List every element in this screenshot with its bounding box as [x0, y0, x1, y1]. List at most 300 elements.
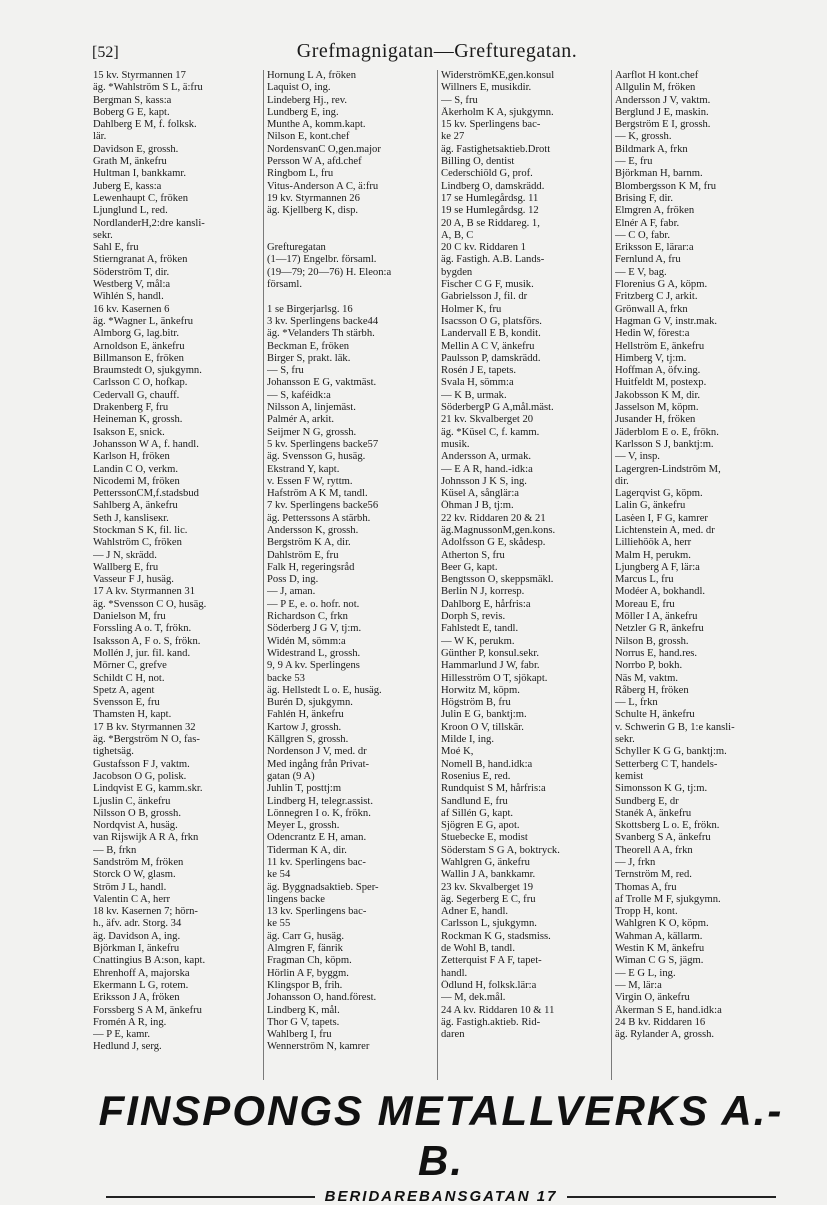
directory-entry: SöderbergP G A,mål.mäst.	[441, 402, 554, 414]
directory-entry: — M, lär:a	[615, 979, 662, 991]
directory-entry: Spetz A, agent	[93, 684, 155, 696]
directory-entry: Lundberg E, ing.	[267, 106, 339, 118]
directory-entry: Sandström M, fröken	[93, 857, 184, 868]
directory-entry: Wennerström N, kamrer	[267, 1041, 370, 1053]
directory-entry: Isaksson A, F o. S, frökn.	[93, 635, 201, 647]
directory-entry: Lewenhaupt C, fröken	[93, 192, 189, 204]
directory-entry: Florenius G A, köpm.	[615, 279, 708, 291]
directory-entry: Grath M, änkefru	[93, 156, 167, 168]
directory-entry: Gabrielsson J, fil. dr	[441, 291, 528, 303]
directory-entry: Carlsson C O, hofkap.	[93, 377, 188, 389]
directory-entry: Sjögren E G, apot.	[441, 820, 520, 832]
directory-entry: Persson W A, afd.chef	[267, 156, 362, 168]
directory-entry: Jäderblom E o. E, frökn.	[615, 426, 719, 438]
directory-entry: daren	[441, 1029, 465, 1041]
directory-entry: Bergström E I, grossh.	[615, 119, 711, 131]
directory-entry: — E V, bag.	[615, 266, 667, 278]
directory-entry: Lalin G, änkefru	[615, 500, 686, 512]
directory-entry: Nicodemi M, fröken	[93, 475, 180, 487]
directory-entry: Kroon O V, tillskär.	[441, 721, 524, 733]
directory-entry: Fernlund A, fru	[615, 254, 681, 266]
directory-entry: Lagergren-Lindström M,	[615, 463, 721, 475]
column-4	[612, 70, 786, 1080]
directory-entry: Virgin O, änkefru	[615, 992, 690, 1004]
directory-entry: h., äfv. adr. Storg. 34	[93, 918, 182, 930]
directory-entry: Andersson K, grossh.	[267, 524, 359, 536]
directory-entry: äg. Hellstedt L o. E, husäg.	[267, 684, 382, 696]
directory-entry: Blombergsson K M, fru	[615, 180, 717, 192]
directory-entry: Mörner C, grefve	[93, 660, 167, 672]
directory-entry: Kartow J, grossh.	[267, 721, 342, 733]
directory-entry: äg. Fastighetsaktieb.Drott	[441, 143, 551, 155]
directory-entry: äg.MagnussonM,gen.kons.	[441, 524, 556, 536]
directory-entry	[267, 291, 434, 303]
directory-entry: Vitus-Anderson A C, ä:fru	[267, 180, 379, 192]
directory-entry: äg. Kjellberg K, disp.	[267, 205, 359, 217]
directory-entry: Julin E G, banktj:m.	[441, 709, 527, 721]
directory-entry: Åkerholm K A, sjukgymn.	[441, 106, 554, 118]
directory-columns	[90, 70, 786, 1080]
directory-entry	[267, 230, 434, 242]
directory-entry: Hedlund J, serg.	[93, 1041, 162, 1053]
directory-entry: Wahlgren K O, köpm.	[615, 918, 709, 930]
directory-entry: Birger S, prakt. läk.	[267, 352, 351, 364]
directory-entry: Hafström A K M, tandl.	[267, 488, 368, 500]
directory-entry: Wahlström C, fröken	[93, 537, 182, 549]
directory-entry: Danielson M, fru	[93, 611, 166, 623]
directory-entry: Isakson E, snick.	[93, 426, 165, 438]
directory-entry: äg. Svensson G, husäg.	[267, 451, 366, 463]
directory-entry: Richardson C, frkn	[267, 611, 348, 623]
directory-entry: Braumstedt O, sjukgymn.	[93, 365, 202, 377]
directory-entry: NordlanderH,2:dre kansli-	[93, 217, 205, 229]
directory-entry: Modéer A, bokhandl.	[615, 586, 706, 598]
directory-entry: 17 se Humlegårdsg. 11	[441, 192, 539, 204]
directory-entry: Norrus E, hand.res.	[615, 647, 698, 659]
directory-entry: Hörlin A F, byggm.	[267, 967, 349, 979]
directory-entry: Ljunglund L, red.	[93, 205, 168, 217]
directory-entry: Nordqvist A, husäg.	[93, 820, 178, 832]
directory-entry: Zetterquist F A F, tapet-	[441, 955, 542, 967]
directory-entry: Beckman E, fröken	[267, 340, 350, 352]
directory-entry: 19 kv. Styrmannen 26	[267, 192, 360, 204]
directory-entry: Tiderman K A, dir.	[267, 844, 347, 856]
directory-entry: Atherton S, fru	[441, 549, 505, 561]
directory-entry: Fahlén H, änkefru	[267, 709, 344, 721]
directory-entry	[267, 218, 434, 230]
directory-entry: äg. *Svensson C O, husäg.	[93, 598, 207, 610]
directory-entry: — S, fru	[441, 94, 478, 106]
directory-entry: Bengtsson O, skeppsmäkl.	[441, 574, 554, 586]
directory-entry: Almborg G, lag.bitr.	[93, 328, 180, 340]
directory-entry: — S, fru	[267, 365, 304, 377]
directory-entry: Hornung L A, fröken	[267, 70, 357, 81]
directory-entry: — V, insp.	[615, 451, 660, 463]
directory-entry: 5 kv. Sperlingens backe57	[267, 438, 379, 450]
directory-entry: Huitfeldt M, postexp.	[615, 377, 707, 389]
directory-entry: lingens backe	[267, 893, 325, 905]
directory-entry: Dahlborg E, hårfris:a	[441, 598, 531, 610]
directory-entry: Jasselson M, köpm.	[615, 402, 699, 414]
directory-entry: Theorell A A, frkn	[615, 844, 693, 856]
directory-entry: — W K, perukm.	[441, 635, 515, 647]
directory-entry: 13 kv. Sperlingens bac-	[267, 906, 367, 918]
directory-entry: kemist	[615, 770, 644, 782]
directory-entry: Rundquist S M, hårfris:a	[441, 783, 546, 795]
directory-entry: — M, dek.mål.	[441, 992, 506, 1004]
directory-entry: ke 55	[267, 918, 291, 930]
directory-entry: Fragman Ch, köpm.	[267, 955, 352, 967]
directory-entry: Boberg G E, kapt.	[93, 106, 170, 118]
directory-entry: Thomas A, fru	[615, 881, 677, 893]
directory-entry: Landervall E B, kondit.	[441, 328, 541, 340]
directory-entry: äg. *Wahlström S L, ä:fru	[93, 82, 203, 94]
directory-entry: Nilsson O B, grossh.	[93, 807, 181, 819]
directory-entry: 11 kv. Sperlingens bac-	[267, 857, 366, 868]
directory-entry: Ekstrand Y, kapt.	[267, 463, 340, 475]
directory-entry: musik.	[441, 438, 470, 450]
directory-entry: Ström J L, handl.	[93, 881, 167, 893]
directory-entry: Ternström M, red.	[615, 869, 692, 881]
directory-entry: Heineman K, grossh.	[93, 414, 183, 426]
advertisement-title: FINSPONGS METALLVERKS A.-B.	[98, 1087, 784, 1184]
directory-entry: Lindeberg Hj., rev.	[267, 94, 348, 106]
directory-entry: Lindqvist E G, kamm.skr.	[93, 783, 203, 795]
directory-entry: Palmér A, arkit.	[267, 414, 335, 426]
directory-entry: Beer G, kapt.	[441, 561, 498, 573]
directory-entry: Grefturegatan	[267, 242, 326, 254]
directory-entry: Odencrantz E H, aman.	[267, 832, 367, 844]
directory-entry: Widestrand L, grossh.	[267, 647, 361, 659]
directory-entry: Lilliehöök A, herr	[615, 537, 692, 549]
directory-entry: Stuebecke E, modist	[441, 832, 528, 844]
directory-entry: Arnoldson E, änkefru	[93, 340, 185, 352]
directory-entry: van Rijswijk A R A, frkn	[93, 832, 199, 844]
directory-entry: 1 se Birgerjarlsg. 16	[267, 303, 353, 315]
directory-entry: Almgren F, fänrik	[267, 943, 343, 955]
directory-entry: — E, fru	[615, 156, 653, 168]
directory-entry: 17 B kv. Styrmannen 32	[93, 721, 196, 733]
directory-entry: 15 kv. Sperlingens bac-	[441, 119, 541, 131]
directory-entry: 9, 9 A kv. Sperlingens	[267, 660, 360, 672]
directory-entry: gatan (9 A)	[267, 770, 315, 782]
directory-entry: äg. *Wagner L, änkefru	[93, 315, 194, 327]
directory-entry: Juhlin T, posttj:m	[267, 783, 342, 795]
directory-entry: Lasėen I, F G, kamrer	[615, 512, 708, 524]
directory-entry: Himberg V, tj:m.	[615, 352, 687, 364]
directory-entry: Moreau E, fru	[615, 598, 675, 610]
directory-entry: Adolfsson G E, skådesp.	[441, 537, 546, 549]
directory-entry: Lichtenstein A, med. dr	[615, 524, 715, 536]
directory-entry: Björkman H, barnm.	[615, 168, 703, 180]
advertisement-subtitle: BERIDAREBANSGATAN 17	[324, 1188, 558, 1205]
directory-entry: — B, frkn	[93, 844, 137, 856]
directory-entry: Bergman S, kass:a	[93, 94, 172, 106]
directory-entry: Vasseur F J, husäg.	[93, 574, 174, 586]
directory-entry: 16 kv. Kasernen 6	[93, 303, 170, 315]
directory-entry: Söderström T, dir.	[93, 266, 170, 278]
directory-entry: äg. Petterssons A stärbh.	[267, 512, 371, 524]
directory-entry: Aarflot H kont.chef	[615, 70, 699, 81]
directory-entry: Karlsson S J, banktj:m.	[615, 438, 714, 450]
directory-entry: Lindberg H, telegr.assist.	[267, 795, 374, 807]
directory-entry: Dahlström E, fru	[267, 549, 339, 561]
directory-entry: 15 kv. Styrmannen 17	[93, 70, 186, 81]
directory-entry: Svensson E, fru	[93, 697, 160, 709]
directory-entry: Milde I, ing.	[441, 734, 494, 746]
directory-entry: Mellin A C V, änkefru	[441, 340, 535, 352]
directory-entry: församl.	[267, 279, 303, 291]
directory-entry: Burén D, sjukgymn.	[267, 697, 353, 709]
directory-entry: Andersson J V, vaktm.	[615, 94, 711, 106]
directory-entry: Nilson E, kont.chef	[267, 131, 350, 143]
directory-entry: — P E, kamr.	[93, 1029, 150, 1041]
directory-entry: — E A R, hand.-idk:a	[441, 463, 533, 475]
directory-entry: PetterssonCM,f.stadsbud	[93, 488, 199, 500]
directory-entry: Carlsson L, sjukgymn.	[441, 918, 537, 930]
directory-entry: Gustafsson F J, vaktm.	[93, 758, 190, 770]
directory-entry: Allgulin M, fröken	[615, 82, 696, 94]
directory-entry: Hellström E, änkefru	[615, 340, 705, 352]
directory-entry: Fahlstedt E, tandl.	[441, 623, 519, 635]
directory-entry: Stockman S K, fil. lic.	[93, 524, 188, 536]
page-header	[92, 40, 782, 68]
directory-entry: Ljungberg A F, lär:a	[615, 561, 700, 573]
directory-entry: tighetsäg.	[93, 746, 134, 758]
directory-entry: 24 B kv. Riddaren 16	[615, 1016, 706, 1028]
directory-entry: Källgren S, grossh.	[267, 734, 349, 746]
directory-entry: Nilson B, grossh.	[615, 635, 689, 647]
directory-entry: Nordenson J V, med. dr	[267, 746, 367, 758]
directory-entry: 21 kv. Skvalberget 20	[441, 414, 534, 426]
directory-entry: Brising F, dir.	[615, 192, 674, 204]
directory-entry: Berlin N J, korresp.	[441, 586, 525, 598]
directory-entry: — P E, e. o. hofr. not.	[267, 598, 360, 610]
directory-entry: Munthe A, komm.kapt.	[267, 119, 366, 131]
directory-entry: af Trolle M F, sjukgymn.	[615, 893, 721, 905]
directory-entry: backe 53	[267, 672, 305, 684]
directory-entry: 20 A, B se Riddareg. 1,	[441, 217, 540, 229]
directory-entry: bygden	[441, 266, 473, 278]
directory-entry: Lindberg O, damskrädd.	[441, 180, 545, 192]
directory-entry: äg. Fastigh. A.B. Lands-	[441, 254, 545, 266]
directory-entry: v. Schwerin G B, 1:e kansli-	[615, 721, 735, 733]
directory-entry: Seijmer N G, grossh.	[267, 426, 357, 438]
directory-entry: Karlson H, fröken	[93, 451, 170, 463]
directory-entry: Meyer L, grossh.	[267, 820, 340, 832]
directory-entry: — L, frkn	[615, 697, 658, 709]
directory-entry: Cederschiöld G, prof.	[441, 168, 533, 180]
directory-entry: Cedervall G, chauff.	[93, 389, 180, 401]
directory-entry: Wallberg E, fru	[93, 561, 159, 573]
directory-entry: — J N, skrädd.	[93, 549, 157, 561]
directory-entry: — J, aman.	[267, 586, 316, 598]
directory-entry: Mollén J, jur. fil. kand.	[93, 647, 191, 659]
directory-entry: Ödlund H, folksk.lär:a	[441, 979, 537, 991]
directory-entry: sekr.	[93, 229, 113, 241]
directory-entry: Tropp H, kont.	[615, 906, 678, 918]
directory-entry: Hillesström O T, sjökapt.	[441, 672, 548, 684]
directory-entry: Skottsberg L o. E, frökn.	[615, 820, 720, 832]
directory-entry: Landin C O, verkm.	[93, 463, 179, 475]
directory-entry: Isacsson O G, platsförs.	[441, 315, 542, 327]
directory-entry: Hagman G V, instr.mak.	[615, 315, 718, 327]
directory-entry: Setterberg C T, handels-	[615, 758, 718, 770]
directory-entry: Björkman I, änkefru	[93, 943, 180, 955]
directory-entry: A, B, C	[441, 229, 474, 241]
directory-entry: Jakobsson K M, dir.	[615, 389, 701, 401]
directory-entry: Klingspor B, frih.	[267, 979, 343, 991]
directory-entry: Ljuslin C, änkefru	[93, 795, 171, 807]
directory-entry: Svanberg S A, änkefru	[615, 832, 711, 844]
directory-entry: lär.	[93, 131, 107, 143]
directory-entry: Med ingång från Privat-	[267, 758, 370, 770]
directory-entry: Küsel A, sånglär:a	[441, 488, 519, 500]
directory-entry: Stanék A, änkefru	[615, 807, 692, 819]
directory-entry: Sandlund E, fru	[441, 795, 508, 807]
directory-entry: 3 kv. Sperlingens backe44	[267, 315, 379, 327]
directory-entry: Fromén A R, ing.	[93, 1016, 167, 1028]
directory-entry: Paulsson P, damskrädd.	[441, 352, 541, 364]
directory-entry: Schildt C H, not.	[93, 672, 165, 684]
directory-entry: Adner E, handl.	[441, 906, 509, 918]
directory-entry: NordensvanC O,gen.major	[267, 143, 381, 155]
directory-entry: äg. Segerberg E C, fru	[441, 893, 536, 905]
directory-entry: Forssling A o. T, frökn.	[93, 623, 192, 635]
directory-entry: Fritzberg C J, arkit.	[615, 291, 698, 303]
directory-entry: Råberg H, fröken	[615, 684, 689, 696]
directory-entry: Söderstam S G A, boktryck.	[441, 844, 560, 856]
column-1	[90, 70, 264, 1080]
directory-entry: Elmgren A, fröken	[615, 205, 695, 217]
directory-entry: äg. Carr G, husäg.	[267, 930, 345, 942]
directory-entry: äg. Rylander A, grossh.	[615, 1029, 715, 1041]
directory-entry: Poss D, ing.	[267, 574, 319, 586]
directory-entry: Laquist O, ing.	[267, 82, 331, 94]
directory-entry: af Sillén G, kapt.	[441, 807, 514, 819]
directory-entry: Möller I A, änkefru	[615, 611, 698, 623]
directory-entry: v. Essen F W, ryttm.	[267, 475, 353, 487]
directory-entry: äg. Fastigh.aktieb. Rid-	[441, 1016, 541, 1028]
directory-entry: Westin K M, änkefru	[615, 943, 705, 955]
directory-entry: Dahlberg E M, f. folksk.	[93, 119, 197, 131]
directory-entry: Davidson E, grossh.	[93, 143, 179, 155]
directory-entry: Lagerqvist G, köpm.	[615, 488, 703, 500]
directory-entry: 18 kv. Kasernen 7; hörn-	[93, 906, 198, 918]
directory-entry: Billmanson E, fröken	[93, 352, 184, 364]
directory-entry: Holmer K, fru	[441, 303, 502, 315]
directory-entry: Wallin J A, bankkamr.	[441, 869, 536, 881]
directory-entry: Johansson O, hand.förest.	[267, 992, 377, 1004]
directory-entry: — C O, fabr.	[615, 229, 671, 241]
directory-entry: 24 A kv. Riddaren 10 & 11	[441, 1004, 555, 1016]
directory-entry: Thor G V, tapets.	[267, 1016, 340, 1028]
directory-entry: 22 kv. Riddaren 20 & 21	[441, 512, 546, 524]
directory-entry: Westberg V, mål:a	[93, 279, 171, 291]
directory-entry: Günther P, konsul.sekr.	[441, 647, 539, 659]
column-3	[438, 70, 612, 1080]
directory-entry: Jacobson O G, polisk.	[93, 770, 187, 782]
directory-entry: Wihlén S, handl.	[93, 291, 164, 303]
directory-entry: Öhman J B, tj:m.	[441, 500, 514, 512]
directory-entry: Simonsson K G, tj:m.	[615, 783, 708, 795]
directory-entry: Rosén J E, tapets.	[441, 365, 517, 377]
directory-entry: Widén M, sömm:a	[267, 635, 346, 647]
directory-entry: Ekermann L G, rotem.	[93, 979, 189, 991]
directory-entry: Hedin W, förest:a	[615, 328, 690, 340]
directory-entry: Grönwall A, frkn	[615, 303, 688, 315]
page-number: [52]	[92, 44, 119, 61]
directory-entry: Lönnegren I o. K, frökn.	[267, 807, 371, 819]
directory-entry: Schyller K G G, banktj:m.	[615, 746, 727, 758]
directory-entry: Eriksson E, lärar:a	[615, 242, 694, 254]
directory-entry: Malm H, perukm.	[615, 549, 691, 561]
directory-entry: Fischer C G F, musik.	[441, 279, 534, 291]
directory-entry: Svala H, sömm:a	[441, 377, 514, 389]
directory-entry: ke 54	[267, 869, 291, 881]
directory-entry: Drakenberg F, fru	[93, 402, 169, 414]
directory-entry: Nomell B, hand.idk:a	[441, 758, 533, 770]
directory-entry: 20 C kv. Riddaren 1	[441, 242, 526, 254]
directory-entry: Forssberg S A M, änkefru	[93, 1004, 202, 1016]
directory-entry: 7 kv. Sperlingens backe56	[267, 500, 379, 512]
directory-entry: ke 27	[441, 131, 465, 143]
running-title: Grefmagnigatan—Grefturegatan.	[296, 40, 578, 62]
directory-entry: Nilsson A, linjemäst.	[267, 402, 356, 414]
directory-entry: — S, kaféidk:a	[267, 389, 331, 401]
directory-entry: — E G L, ing.	[615, 967, 676, 979]
directory-entry: Jusander H, fröken	[615, 414, 696, 426]
directory-entry: Bergström K A, dir.	[267, 537, 351, 549]
directory-entry: Hultman I, bankkamr.	[93, 168, 186, 180]
directory-entry: Hoffman A, öfv.ing.	[615, 365, 701, 377]
directory-entry: WiderströmKE,gen.konsul	[441, 70, 555, 81]
directory-entry: Johansson E G, vaktmäst.	[267, 377, 377, 389]
directory-entry: Horwitz M, köpm.	[441, 684, 520, 696]
directory-entry: Näs M, vaktm.	[615, 672, 678, 684]
directory-entry: Sahlberg A, änkefru	[93, 500, 178, 512]
directory-entry: Rockman K G, stadsmiss.	[441, 930, 551, 942]
directory-entry: Seth J, kansliseкr.	[93, 512, 169, 524]
directory-entry: Juberg E, kass:a	[93, 180, 162, 192]
directory-entry: 19 se Humlegårdsg. 12	[441, 205, 539, 217]
directory-entry: Valentin C A, herr	[93, 893, 171, 905]
directory-entry: Wahlgren G, änkefru	[441, 857, 530, 868]
directory-entry: Marcus L, fru	[615, 574, 674, 586]
directory-entry: Willners E, musikdir.	[441, 82, 532, 94]
directory-entry: Lindberg K, mål.	[267, 1004, 340, 1016]
directory-entry: Storck O W, glasm.	[93, 869, 176, 881]
directory-entry: — J, frkn	[615, 857, 656, 868]
directory-entry: Ringbom L, fru	[267, 168, 334, 180]
directory-entry: Billing O, dentist	[441, 156, 515, 168]
directory-entry: (1—17) Engelbr. församl.	[267, 254, 377, 266]
directory-entry: Hammarlund J W, fabr.	[441, 660, 540, 672]
directory-entry: Netzler G R, änkefru	[615, 623, 704, 635]
directory-entry: Eriksson J A, fröken	[93, 992, 180, 1004]
directory-entry: äg. *Küsel C, f. kamm.	[441, 426, 540, 438]
directory-entry: Norrbo P, bokh.	[615, 660, 683, 672]
advertisement	[96, 1086, 786, 1205]
directory-entry: Schulte H, änkefru	[615, 709, 695, 721]
directory-entry: Moé K,	[441, 746, 474, 758]
directory-entry: 23 kv. Skvalberget 19	[441, 881, 534, 893]
directory-entry: handl.	[441, 967, 468, 979]
directory-entry: sekr.	[615, 734, 635, 746]
directory-entry: — K, grossh.	[615, 131, 672, 143]
directory-entry: äg. *Bergström N O, fas-	[93, 734, 200, 746]
directory-entry: äg. Byggnadsaktieb. Sper-	[267, 881, 379, 893]
